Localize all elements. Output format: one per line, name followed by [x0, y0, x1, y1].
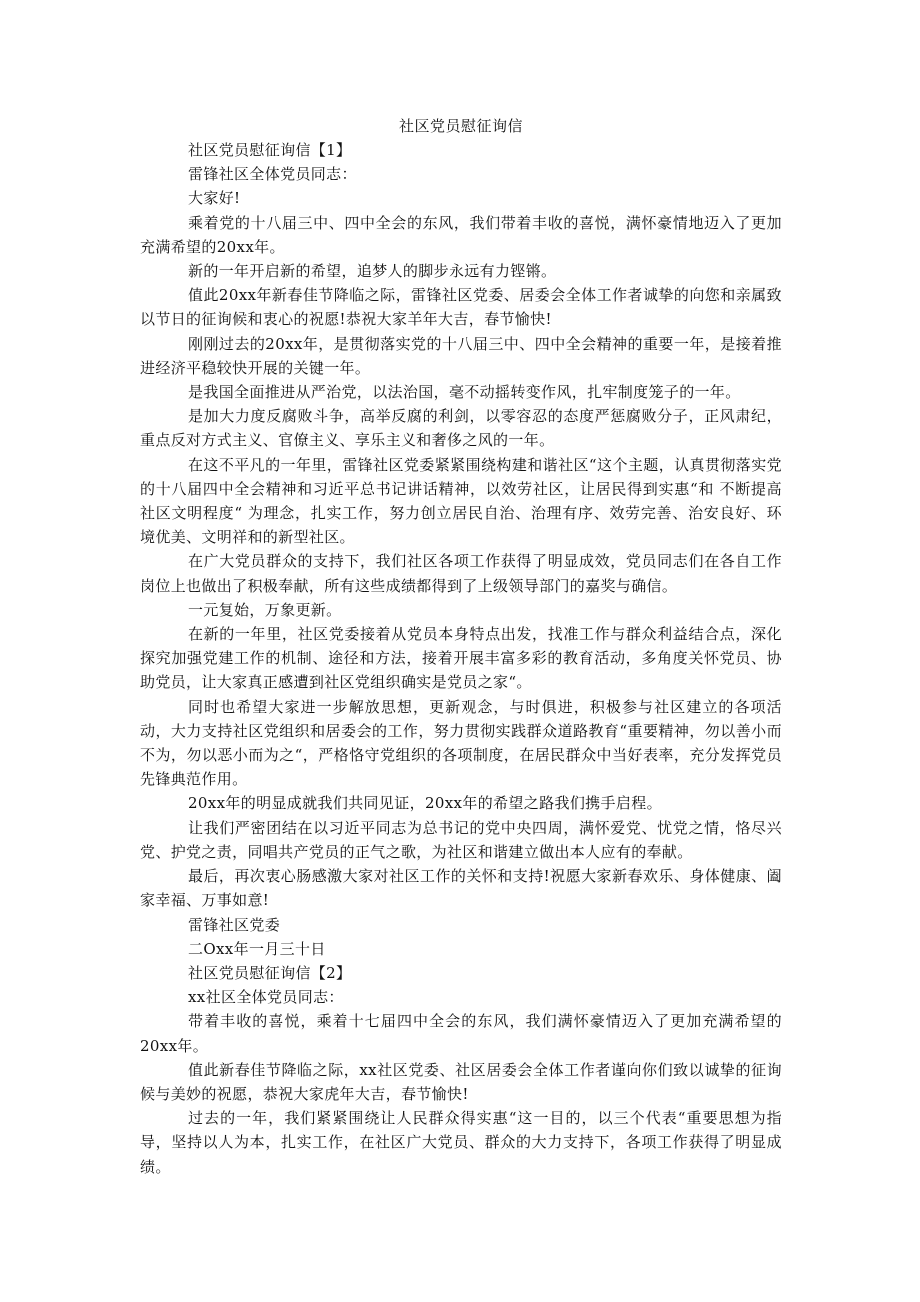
paragraph: 让我们严密团结在以习近平同志为总书记的党中央四周，满怀爱党、忧党之情，恪尽兴党、护党之责，同唱共产党员的正气之歌，为社区和谐建立做出本人应有的奉献。: [140, 818, 782, 861]
paragraph: 是加大力度反腐败斗争，高举反腐的利剑，以零容忍的态度严惩腐败分子，正风肃纪，重点反对方式主义、官僚主义、享乐主义和奢侈之风的一年。: [140, 407, 782, 450]
paragraph: 是我国全面推进从严治党，以法治国，毫不动摇转变作风，扎牢制度笼子的一年。: [188, 383, 741, 402]
signature-org: 雷锋社区党委: [188, 915, 281, 934]
paragraph: 20xx年的明显成就我们共同见证，20xx年的希望之路我们携手启程。: [188, 794, 662, 813]
paragraph: 同时也希望大家进一步解放思想，更新观念，与时俱进，积极参与社区建立的各项活动，大力支持社区党组织和居委会的工作，努力贯彻实践群众道路教育“重要精神，勿以善小而不为，勿以恶小而为之“，严格恪守党组织的各项制度，在居民群众中当好表率，充分发挥党员先锋典范作用。: [140, 697, 782, 789]
paragraph: 社区党员慰征询信【1】: [188, 141, 352, 159]
paragraph: 乘着党的十八届三中、四中全会的东风，我们带着丰收的喜悦，满怀豪情地迈入了更加充满希望的20xx年。: [140, 213, 782, 256]
paragraph: 在这不平凡的一年里，雷锋社区党委紧紧围绕构建和谐社区“这个主题，认真贯彻落实党的十八届四中全会精神和习近平总书记讲话精神，以效劳社区，让居民得到实惠“和 不断提高社区文明程度“ 为理念，扎实工作，努力创立居民自治、治理有序、效劳完善、治安良好、环境优美、文明祥和的新型社区。: [140, 455, 782, 547]
paragraph: 值此新春佳节降临之际，xx社区党委、社区居委会全体工作者谨向你们致以诚挚的征询候与美妙的祝愿，恭祝大家虎年大吉，春节愉快!: [140, 1060, 782, 1103]
paragraph: 值此20xx年新春佳节降临之际，雷锋社区党委、居委会全体工作者诚挚的向您和亲属致以节日的征询候和衷心的祝愿!恭祝大家羊年大吉，春节愉快!: [140, 286, 782, 329]
signature-date: 二Oxx年一月三十日: [188, 939, 326, 958]
paragraph: 新的一年开启新的希望，追梦人的脚步永远有力铿锵。: [188, 262, 557, 281]
paragraph: 大家好!: [188, 189, 241, 208]
paragraph: 最后，再次衷心肠感激大家对社区工作的关怀和支持!祝愿大家新春欢乐、身体健康、阖家幸福、万事如意!: [140, 867, 782, 910]
paragraph: xx社区全体党员同志：: [188, 988, 344, 1007]
paragraph: 在广大党员群众的支持下，我们社区各项工作获得了明显成效，党员同志们在各自工作岗位上也做出了积极奉献，所有这些成绩都得到了上级领导部门的嘉奖与确信。: [140, 552, 782, 595]
paragraph: 过去的一年，我们紧紧围绕让人民群众得实惠“这一目的，以三个代表“重要思想为指导，坚持以人为本，扎实工作，在社区广大党员、群众的大力支持下，各项工作获得了明显成绩。: [140, 1109, 782, 1176]
section-heading: 社区党员慰征询信【2】: [188, 963, 352, 982]
paragraph: 雷锋社区全体党员同志：: [188, 165, 357, 184]
document-title: 社区党员慰征询信: [398, 117, 523, 135]
paragraph: 刚刚过去的20xx年，是贯彻落实党的十八届三中、四中全会精神的重要一年，是接着推进经济平稳较快开展的关键一年。: [140, 334, 782, 377]
paragraph: 一元复始，万象更新。: [188, 600, 342, 619]
document-page: [140, 114, 782, 1179]
paragraph: 带着丰收的喜悦，乘着十七届四中全会的东风，我们满怀豪情迈入了更加充满希望的20xx年。: [140, 1012, 782, 1055]
paragraph: 在新的一年里，社区党委接着从党员本身特点出发，找准工作与群众利益结合点，深化探究加强党建工作的机制、途径和方法，接着开展丰富多彩的教育活动，多角度关怀党员、协助党员，让大家真正感遭到社区党组织确实是党员之家“。: [140, 625, 782, 692]
